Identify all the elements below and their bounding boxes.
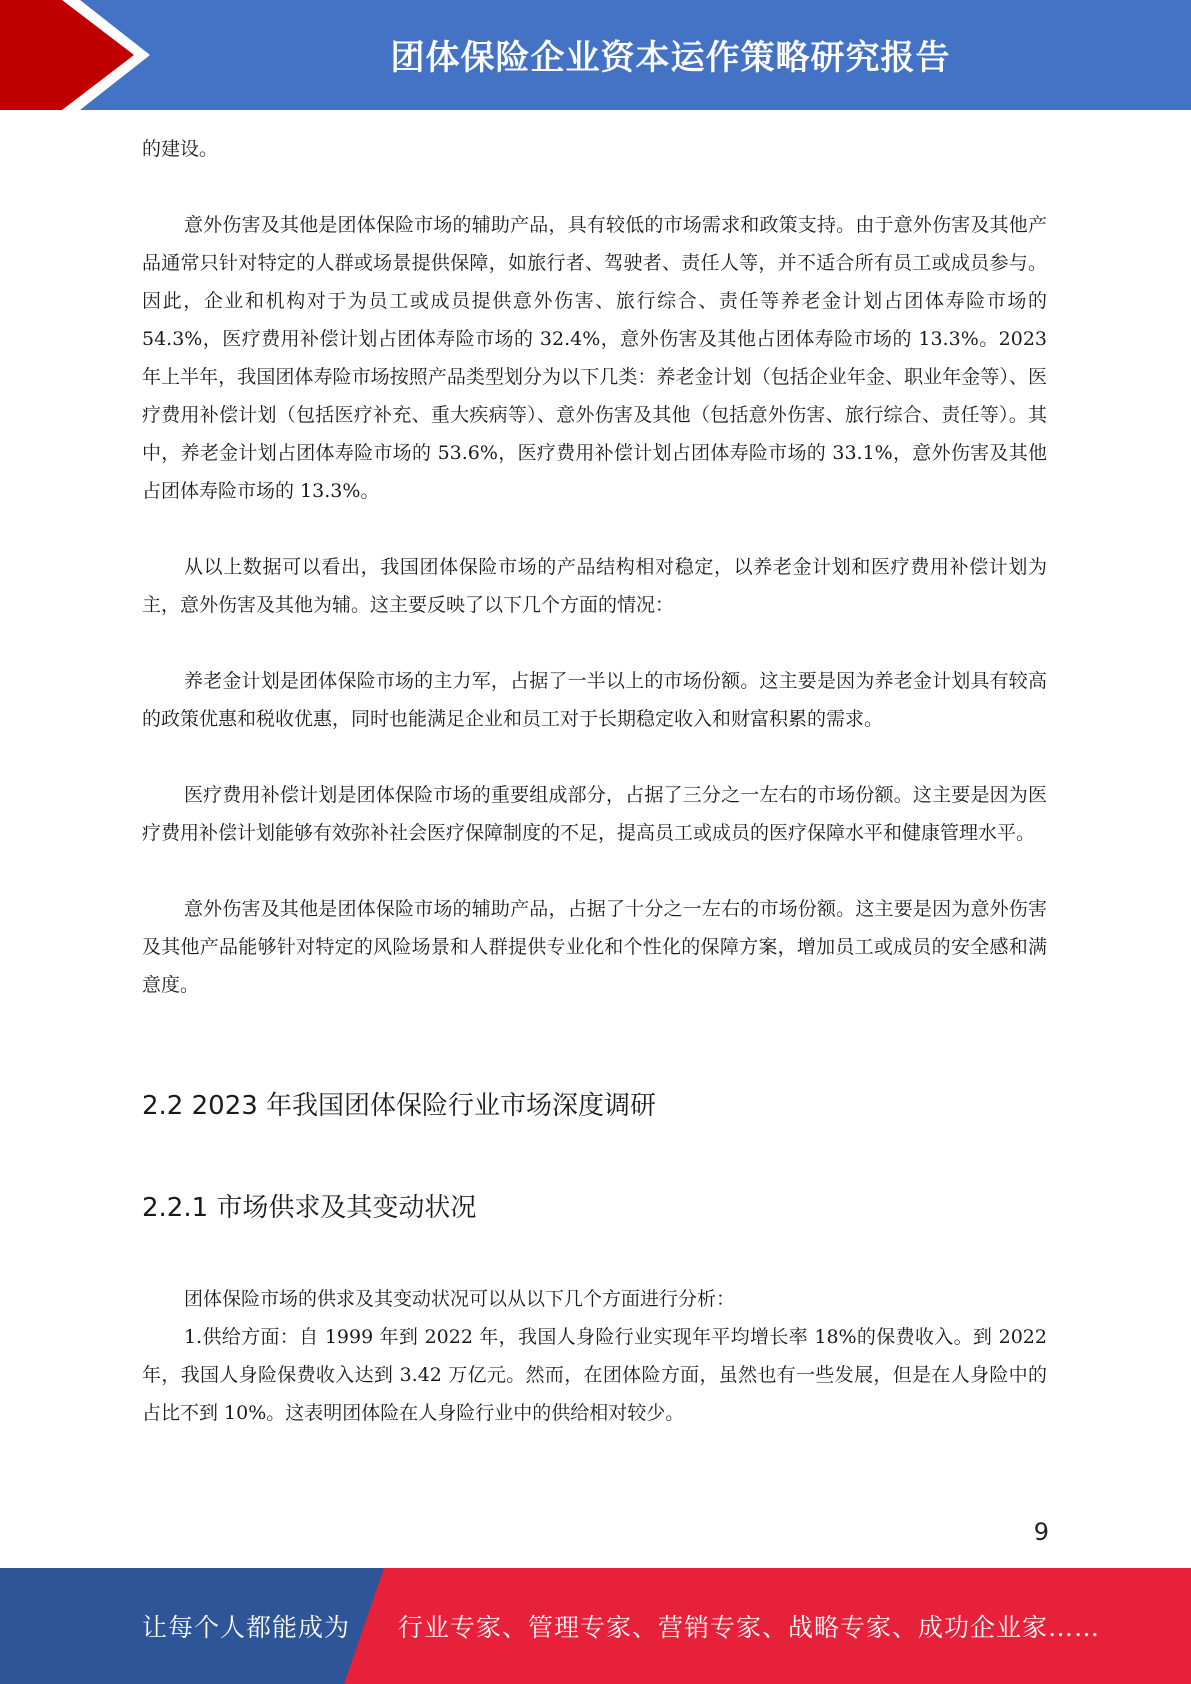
report-title: 团体保险企业资本运作策略研究报告: [390, 37, 951, 78]
subsection-heading: 2.2.1 市场供求及其变动状况: [142, 1193, 477, 1223]
page-footer: [0, 1568, 1191, 1684]
page-number: 9: [1033, 1518, 1049, 1546]
paragraph-supply-side: 1.供给方面：自 1999 年到 2022 年，我国人身险行业实现年平均增长率 18%的保费收入。到 2022 年，我国人身险保费收入达到 3.42 万亿元。然而，在团体险方面，虽然也有一些发展，但是在人身险中的占比不到 10%。这表明团体险在人身险行业中的供给相对较少。: [142, 1326, 1047, 1424]
page-header: [0, 0, 1191, 110]
paragraph-accident-insurance: 意外伤害及其他是团体保险市场的辅助产品，具有较低的市场需求和政策支持。由于意外伤害及其他产品通常只针对特定的人群或场景提供保障，如旅行者、驾驶者、责任人等，并不适合所有员工或成员参与。因此，企业和机构对于为员工或成员提供意外伤害、旅行综合、责任等养老金计划占团体寿险市场的 54.3%，医疗费用补偿计划占团体寿险市场的 32.4%，意外伤害及其他占团体寿险市场的 13.3%。2023 年上半年，我国团体寿险市场按照产品类型划分为以下几类：养老金计划（包括企业年金、职业年金等）、医疗费用补偿计划（包括医疗补充、重大疾病等）、意外伤害及其他（包括意外伤害、旅行综合、责任等）。其中，养老金计划占团体寿险市场的 53.6%，医疗费用补偿计划占团体寿险市场的 33.1%，意外伤害及其他占团体寿险市场的 13.3%。: [142, 214, 1047, 502]
paragraph-product-structure: 从以上数据可以看出，我国团体保险市场的产品结构相对稳定，以养老金计划和医疗费用补偿计划为主，意外伤害及其他为辅。这主要反映了以下几个方面的情况：: [142, 556, 1047, 616]
paragraph-continuation: 的建设。: [142, 138, 219, 160]
footer-slogan-left: 让每个人都能成为: [142, 1613, 351, 1642]
page-content: [142, 130, 1047, 1432]
paragraph-medical-plan: 医疗费用补偿计划是团体保险市场的重要组成部分，占据了三分之一左右的市场份额。这主要是因为医疗费用补偿计划能够有效弥补社会医疗保障制度的不足，提高员工或成员的医疗保障水平和健康管理水平。: [142, 784, 1047, 844]
paragraph-supply-demand-intro: 团体保险市场的供求及其变动状况可以从以下几个方面进行分析：: [184, 1288, 736, 1310]
section-heading: 2.2 2023 年我国团体保险行业市场深度调研: [142, 1091, 657, 1121]
paragraph-accident-share: 意外伤害及其他是团体保险市场的辅助产品，占据了十分之一左右的市场份额。这主要是因为意外伤害及其他产品能够针对特定的风险场景和人群提供专业化和个性化的保障方案，增加员工或成员的安全感和满意度。: [142, 898, 1047, 996]
footer-slogan-right: 行业专家、管理专家、营销专家、战略专家、成功企业家……: [398, 1613, 1101, 1642]
paragraph-pension-plan: 养老金计划是团体保险市场的主力军，占据了一半以上的市场份额。这主要是因为养老金计划具有较高的政策优惠和税收优惠，同时也能满足企业和员工对于长期稳定收入和财富积累的需求。: [142, 670, 1047, 730]
